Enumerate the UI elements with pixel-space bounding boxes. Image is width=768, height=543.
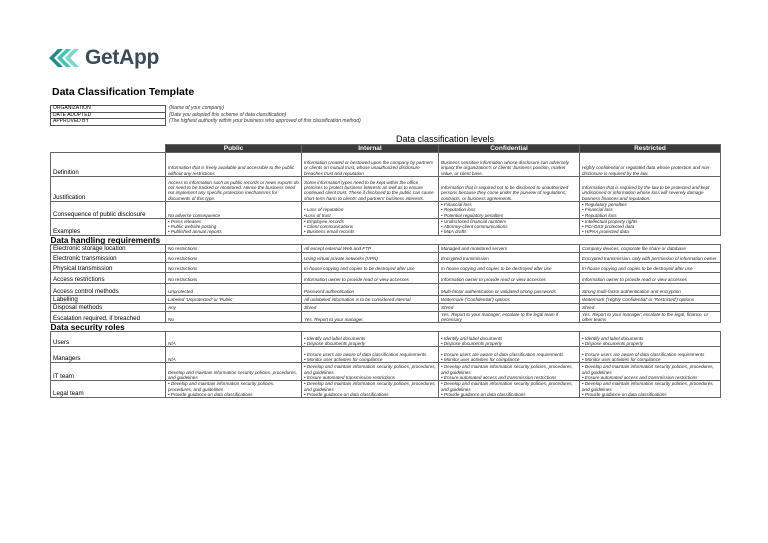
table-cell[interactable] [302,295,439,303]
table-cell[interactable] [439,272,580,283]
meta-key: ORGANIZATION [51,106,166,113]
cell-line: • Financial loss [582,207,613,213]
table-cell[interactable] [580,303,721,311]
meta-value[interactable]: (Name of your company) [169,105,225,112]
meta-value[interactable]: (The highest authority within your business who approved of this classification method) [169,118,361,125]
table-row [51,218,721,235]
table-cell[interactable] [439,295,580,303]
cell-line: • Identify and label documents [582,335,644,341]
table-cell[interactable] [166,332,302,347]
cell-line: • Develop and maintain information security policies, procedures, and guidelines [441,381,573,392]
table-cell[interactable] [166,283,302,295]
brand-name: GetApp [85,46,160,69]
table-row [51,381,721,398]
cell-line: No [168,317,174,323]
table-cell[interactable] [439,311,580,323]
table-cell[interactable] [580,218,721,235]
row-label: Labelling [51,295,166,303]
cell-line: • Undisclosed financial numbers [441,218,507,224]
table-cell[interactable] [439,283,580,295]
cell-line: Yes. Report to your manager; escalate to the legal, finance, or other teams [582,311,709,323]
table-row [51,332,721,347]
cell-line: • Ensure automated access and transmission restrictions [582,375,698,381]
row-label: Disposal methods [51,303,166,311]
table-row [51,244,721,252]
row-label: Examples [51,218,166,235]
table-cell[interactable] [580,153,721,177]
table-cell[interactable] [302,332,439,347]
table-cell[interactable] [166,153,302,177]
column-header-public: Public [166,145,302,153]
table-cell[interactable] [439,218,580,235]
cell-line: • Dispose documents properly [304,341,366,347]
table-cell[interactable] [166,252,302,262]
cell-line: Shred [304,305,317,311]
section-header-row [51,323,721,332]
table-cell[interactable] [166,177,302,202]
cell-line: N/A [168,357,176,363]
table-cell[interactable] [302,252,439,262]
table-cell[interactable] [166,295,302,303]
meta-value[interactable]: (Date you adopted this scheme of data classification) [169,111,287,118]
meta-key: APPROVED BY [51,119,166,126]
table-cell[interactable] [439,252,580,262]
cell-line: Unprotected [168,289,194,295]
cell-line: No restrictions [168,246,198,252]
cell-line: Business sensitive information whose disclosure can adversely impact the organization's or clients' business position, market value, or client base. [441,160,569,176]
row-label: Electronic storage location [51,244,166,252]
cell-line: • Develop and maintain information security policies, procedures, and guidelines [582,381,714,392]
table-cell[interactable] [580,244,721,252]
cell-line: • M&A drafts [441,229,467,235]
cell-line: Information that is required not to be disclosed to unauthorized persons because they come under the purview of regulations, contracts, or business agreements. [441,185,569,201]
cell-line: Password authentication [304,289,355,295]
cell-line: Multi-factor authentication or validated strong passwords [441,289,556,295]
table-row [51,202,721,219]
table-cell[interactable] [580,252,721,262]
cell-line: Yes. Report to your manager. [304,317,364,323]
cell-line: • Develop and maintain information security policies, procedures, and guidelines [582,364,714,375]
table-cell[interactable] [302,244,439,252]
table-row [51,262,721,272]
table-cell[interactable] [302,272,439,283]
cell-line: Highly confidential or regulated data whose protection and non-disclosure is required by the law. [582,165,711,176]
table-cell[interactable] [302,311,439,323]
row-label: Definition [51,153,166,177]
table-row [51,283,721,295]
table-cell[interactable] [166,262,302,272]
cell-line: • Ensure users are aware of data classification requirements [441,351,564,357]
table-cell[interactable] [302,283,439,295]
cell-line: • Ensure automated transmission restrictions [304,375,395,381]
cell-line: • Dispose documents properly [582,341,644,347]
cell-line: In-house copying and copies to be destroyed after use [304,266,415,272]
cell-line: Watermark ('Highly Confidential' or 'Restricted') options [582,297,694,303]
section-title: Data handling requirements [50,235,161,245]
table-cell[interactable] [439,177,580,202]
table-cell[interactable] [580,272,721,283]
meta-row [51,119,472,126]
cell-line: • Identify and label documents [304,335,366,341]
classification-levels-title: Data classification levels [396,134,495,144]
table-cell[interactable] [302,262,439,272]
cell-line: Encrypted transmission, only with permission of information owner [582,256,717,262]
cell-line: Managed and monitored servers [441,246,508,252]
table-cell[interactable] [166,363,302,381]
cell-line: In-house copying and copies to be destroyed after use [441,266,552,272]
table-cell[interactable] [302,347,439,363]
cell-line: • Client communications [304,224,354,230]
cell-line: Yes. Report to your manager; escalate to the legal team if necessary [441,311,559,323]
row-label: Legal team [51,381,166,398]
table-cell[interactable] [302,303,439,311]
cell-line: • Develop and maintain information security policies, procedures, and guidelines [168,381,275,392]
row-label: Justification [51,177,166,202]
cell-line: Access to information such as public records or news exports do not need to be tracked or monitored. Hence the business need not implement any specific protection mechanisms for documents of this type. [168,179,299,201]
cell-line: • Reputation loss [441,207,476,213]
cell-line: • Ensure automated access and transmission restrictions [441,375,557,381]
cell-line: • Monitor user activities for compliance [441,357,520,363]
cell-line: • Develop and maintain information security policies, procedures, and guidelines [441,364,573,375]
getapp-logo [49,46,159,70]
cell-line: • PCI-DSS protected data [582,224,635,230]
cell-line: All except external Web and FTP [304,246,372,252]
table-cell[interactable] [166,303,302,311]
cell-line: • HIPAA protected data [582,229,629,235]
cell-line: Watermark ('Confidential') options [441,297,510,303]
table-row [51,311,721,323]
cell-line: • Financial loss [441,202,472,207]
table-cell[interactable] [439,303,580,311]
table-cell[interactable] [580,283,721,295]
row-label: IT team [51,363,166,381]
metadata-table [50,105,472,126]
cell-line: No restrictions [168,256,198,262]
getapp-logo-icon [49,48,79,68]
table-cell[interactable] [166,347,302,363]
table-row [51,153,721,177]
cell-line: N/A [168,341,176,347]
cell-line: • Press releases [168,218,202,224]
cell-line: Information owner to provide read or view accesses [441,277,546,283]
row-label: Users [51,332,166,347]
cell-line: Develop and maintain information security policies, procedures, and guidelines [168,369,297,381]
table-cell[interactable] [166,244,302,252]
table-cell[interactable] [580,311,721,323]
cell-line: Information that is freely available and accessible to the public without any restrictions [168,165,295,176]
cell-line: • Reputation loss [582,212,617,218]
cell-line: No adverse consequence [168,212,221,218]
section-title: Data security roles [50,322,125,332]
row-label: Escalation required, if breached [51,311,166,323]
cell-line: Shred [582,305,595,311]
cell-line: • Loss of reputation [304,207,344,213]
row-label: Electronic transmission [51,252,166,262]
cell-line: • Monitor user activities for compliance [304,357,383,363]
cell-line: • Provide guidance on data classifications [441,391,526,397]
cell-line: •Loss of trust [304,212,331,218]
row-label: Access control methods [51,283,166,295]
cell-line: • Regulatory penalties [582,202,627,207]
table-cell[interactable] [302,153,439,177]
cell-line: Information created or bestowed upon the company by partners or clients on mutual trust, whose unauthorized disclosure breaches trust and reputation [304,160,434,176]
row-label: Consequence of public disclosure [51,202,166,219]
table-cell[interactable] [580,332,721,347]
table-cell[interactable] [302,218,439,235]
table-cell[interactable] [166,311,302,323]
cell-line: Information that is required by the law to be protected and kept undisclosed or information whose loss will severely damage business finances and reputation. [582,185,710,201]
table-row [51,363,721,381]
table-cell[interactable] [166,202,302,219]
cell-line: • Develop and maintain information security policies, procedures, and guidelines [304,381,436,392]
table-cell[interactable] [439,332,580,347]
cell-line: Any [168,305,176,311]
cell-line: • Dispose documents properly [441,341,503,347]
table-cell[interactable] [439,363,580,381]
row-label: Managers [51,347,166,363]
cell-line: • Employee records [304,218,344,224]
classification-table [50,144,721,398]
row-label: Physical transmission [51,262,166,272]
table-cell[interactable] [580,363,721,381]
cell-line: • Intellectual property rights [582,218,638,224]
cell-line: • Identify and label documents [441,335,503,341]
table-cell[interactable] [580,262,721,272]
column-header-internal: Internal [302,145,439,153]
table-cell[interactable] [439,244,580,252]
cell-line: No restrictions [168,266,198,272]
table-cell[interactable] [166,272,302,283]
cell-line: • Attorney-client communications [441,224,508,230]
table-row [51,347,721,363]
cell-line: Shred [441,305,454,311]
meta-key: DATE ADOPTED [51,112,166,119]
table-cell[interactable] [439,153,580,177]
cell-line: Information owner to provide read or view accesses [304,277,409,283]
table-row [51,177,721,202]
table-cell[interactable] [302,202,439,219]
table-cell[interactable] [580,347,721,363]
cell-line: • Ensure users are aware of data classification requirements [582,351,705,357]
table-row [51,295,721,303]
table-cell[interactable] [439,347,580,363]
table-cell[interactable] [302,381,439,398]
table-row [51,272,721,283]
cell-line: • Business email records [304,229,355,235]
cell-line: In-house copying and copies to be destroyed after use [582,266,693,272]
column-header-row [51,145,721,153]
cell-line: • Monitor user activities for compliance [582,357,661,363]
cell-line: Labeled 'Unprotected' or 'Public' [168,297,234,303]
table-cell[interactable] [439,262,580,272]
cell-line: Using virtual private networks (VPN) [304,256,378,262]
cell-line: • Potential regulatory penalties [441,212,504,218]
table-cell[interactable] [439,381,580,398]
table-cell[interactable] [580,381,721,398]
column-header-restricted: Restricted [580,145,721,153]
cell-line: Some information types need to be kept within the office premises to protect business interests as well as to ensure continued client trust. These if disclosed to the public can cause short-term harm to clients' and partners' business interests. [304,179,434,201]
cell-line: • Ensure users are aware of data classification requirements [304,351,427,357]
table-cell[interactable] [302,177,439,202]
cell-line: • Provide guidance on data classifications [304,391,389,397]
row-label: Access restrictions [51,272,166,283]
table-row [51,303,721,311]
cell-line: • Published annual reports [168,229,222,235]
cell-line: No restrictions [168,277,198,283]
cell-line: Company devices, corporate file share or database [582,246,686,252]
table-cell[interactable] [166,218,302,235]
table-cell[interactable] [580,202,721,219]
cell-line: Strong multi-factor authentication and encryption [582,289,681,295]
cell-line: Information owner to provide read or view accesses [582,277,687,283]
table-cell[interactable] [580,177,721,202]
column-header-confidential: Confidential [439,145,580,153]
cell-line: Encrypted transmission [441,256,489,262]
cell-line: • Provide guidance on data classifications [168,391,253,397]
cell-line: • Develop and maintain information security policies, procedures, and guidelines [304,364,436,375]
table-cell[interactable] [439,202,580,219]
cell-line: All unlabeled information is to be considered internal [304,297,411,303]
document-title: Data Classification Template [52,86,195,98]
cell-line: • Provide guidance on data classifications [582,391,667,397]
table-cell[interactable] [580,295,721,303]
cell-line: • Public website posting [168,224,217,230]
header-blank [51,145,166,153]
table-cell[interactable] [302,363,439,381]
table-cell[interactable] [166,381,302,398]
table-row [51,252,721,262]
section-header-row [51,235,721,244]
